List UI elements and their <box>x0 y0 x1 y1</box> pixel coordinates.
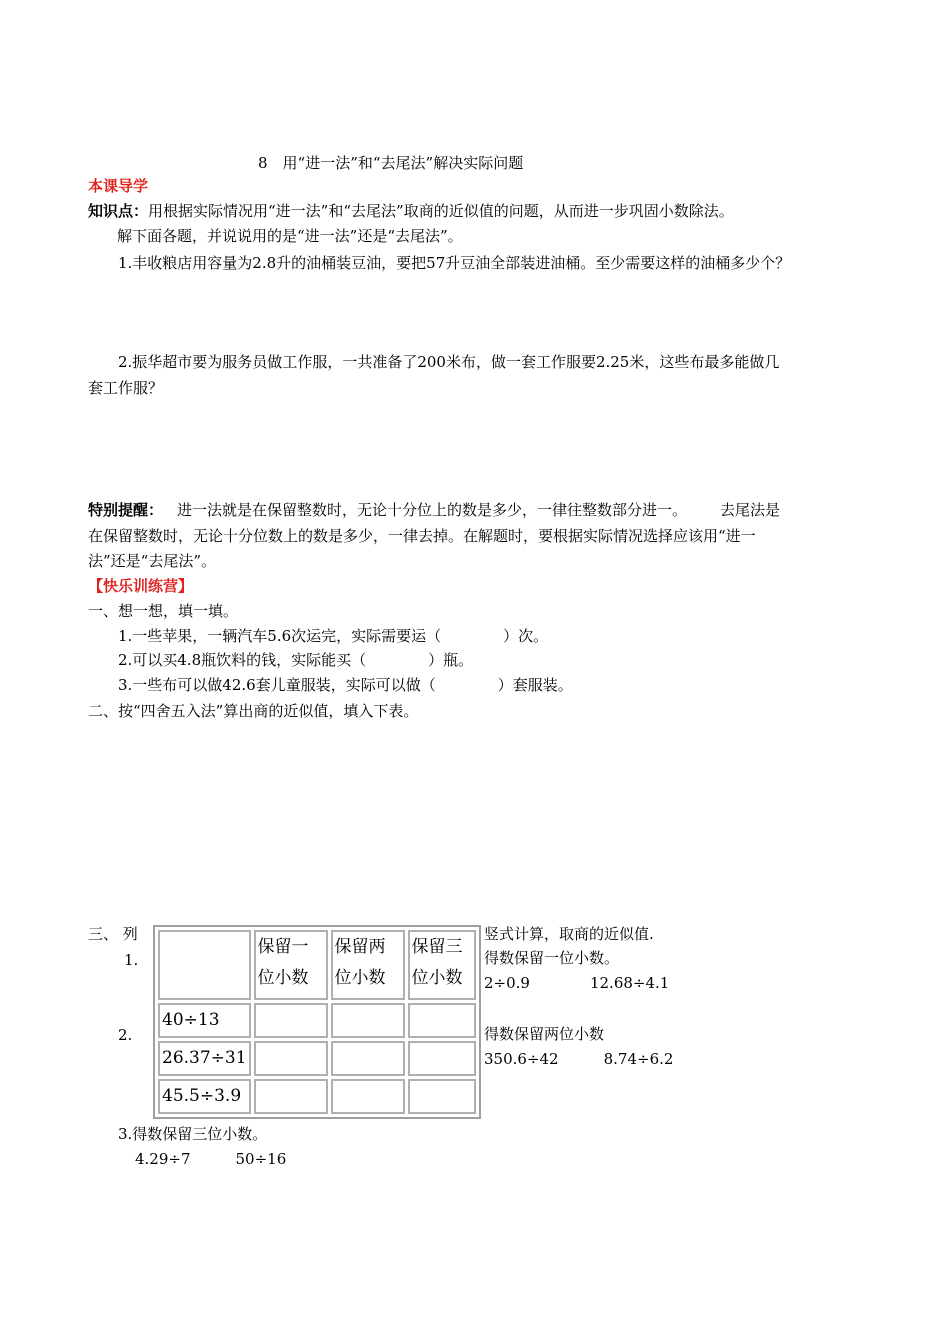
part-2-title: 得数保留两位小数 <box>484 1025 605 1043</box>
part-3-expressions: 4.29÷7 50÷16 <box>135 1150 287 1168</box>
header-line: 位小数 <box>334 968 386 988</box>
question-2-line2: 套工作服？ <box>88 379 164 397</box>
table-header <box>331 930 405 1000</box>
header-line: 位小数 <box>257 968 309 988</box>
fill-blank-1-text: 1.一些苹果，一辆汽车5.6次运完，实际需要运（ <box>118 627 442 645</box>
answer-cell[interactable] <box>254 1079 328 1114</box>
quotient-table <box>153 925 481 1119</box>
part-1-expressions: 2÷0.9 12.68÷4.1 <box>484 974 670 992</box>
header-line: 保留一 <box>257 937 309 957</box>
tip-line-1 <box>88 500 780 520</box>
question-1: 1.丰收粮店用容量为2.8升的油桶装豆油，要把57升豆油全部装进油桶。至少需要这样的油桶多少个？ <box>118 254 791 272</box>
fill-blank-2-text: 2.可以买4.8瓶饮料的钱，实际能买（ <box>118 651 367 669</box>
row-label: 26.37÷31 <box>158 1041 251 1076</box>
answer-cell[interactable] <box>408 1003 476 1038</box>
knowledge-text: 用根据实际情况用“进一法”和“去尾法”取商的近似值的问题，从而进一步巩固小数除法。 <box>148 202 734 220</box>
table-header <box>408 930 476 1000</box>
question-2-line1: 2.振华超市要为服务员做工作服，一共准备了200米布，做一套工作服要2.25米，这些布最多能做几 <box>118 353 780 371</box>
answer-cell[interactable] <box>254 1003 328 1038</box>
fill-blank-2 <box>118 650 473 670</box>
answer-cell[interactable] <box>408 1079 476 1114</box>
answer-cell[interactable] <box>254 1041 328 1076</box>
fill-blank-1-suffix: ）次。 <box>503 627 549 645</box>
table-row <box>158 1041 476 1076</box>
knowledge-label: 知识点： <box>88 202 149 220</box>
fill-blank-2-suffix: ）瓶。 <box>428 651 474 669</box>
table-row <box>158 1079 476 1114</box>
fill-blank-3-suffix: ）套服装。 <box>497 676 573 694</box>
section-1-title: 一、想一想，填一填。 <box>88 602 239 620</box>
tip-text-1b: 去尾法是 <box>720 501 781 519</box>
practice-heading: 【快乐训练营】 <box>88 577 194 595</box>
table-corner-cell <box>158 930 251 1000</box>
header-line: 保留两 <box>334 937 386 957</box>
tip-line-2: 在保留整数时，无论十分位数上的数是多少，一律去掉。在解题时，要根据实际情况选择应该用“进一 <box>88 527 756 545</box>
header-line: 位小数 <box>411 968 463 988</box>
part-2-expressions: 350.6÷42 8.74÷6.2 <box>484 1050 674 1068</box>
part-3-title: 3.得数保留三位小数。 <box>118 1125 268 1143</box>
answer-cell[interactable] <box>408 1041 476 1076</box>
intro-text: 解下面各题，并说说用的是“进一法”还是“去尾法”。 <box>117 227 463 245</box>
tip-text-1a: 进一法就是在保留整数时，无论十分位上的数是多少，一律往整数部分进一。 <box>177 501 688 519</box>
tip-line-3: 法”还是“去尾法”。 <box>88 552 217 570</box>
fill-blank-3 <box>118 675 573 695</box>
row-label: 45.5÷3.9 <box>158 1079 251 1114</box>
guide-heading: 本课导学 <box>88 177 149 195</box>
table-row <box>158 1003 476 1038</box>
answer-cell[interactable] <box>331 1003 405 1038</box>
answer-cell[interactable] <box>331 1041 405 1076</box>
section-3-label: 三、 列 <box>88 925 138 943</box>
part-1-title: 得数保留一位小数。 <box>484 949 620 967</box>
section-3-number-2: 2. <box>118 1026 133 1044</box>
table-header <box>254 930 328 1000</box>
fill-blank-1 <box>118 626 548 646</box>
answer-cell[interactable] <box>331 1079 405 1114</box>
tip-label: 特别提醒： <box>88 501 164 519</box>
knowledge-point <box>88 201 734 221</box>
section-3-number-1: 1. <box>124 951 139 969</box>
page-title: 8 用“进一法”和“去尾法”解决实际问题 <box>258 154 524 172</box>
section-3-instruction: 竖式计算，取商的近似值. <box>484 925 654 943</box>
fill-blank-3-text: 3.一些布可以做42.6套儿童服装，实际可以做（ <box>118 676 436 694</box>
header-line: 保留三 <box>411 937 463 957</box>
row-label: 40÷13 <box>158 1003 251 1038</box>
section-2-title: 二、按“四舍五入法”算出商的近似值，填入下表。 <box>88 702 419 720</box>
